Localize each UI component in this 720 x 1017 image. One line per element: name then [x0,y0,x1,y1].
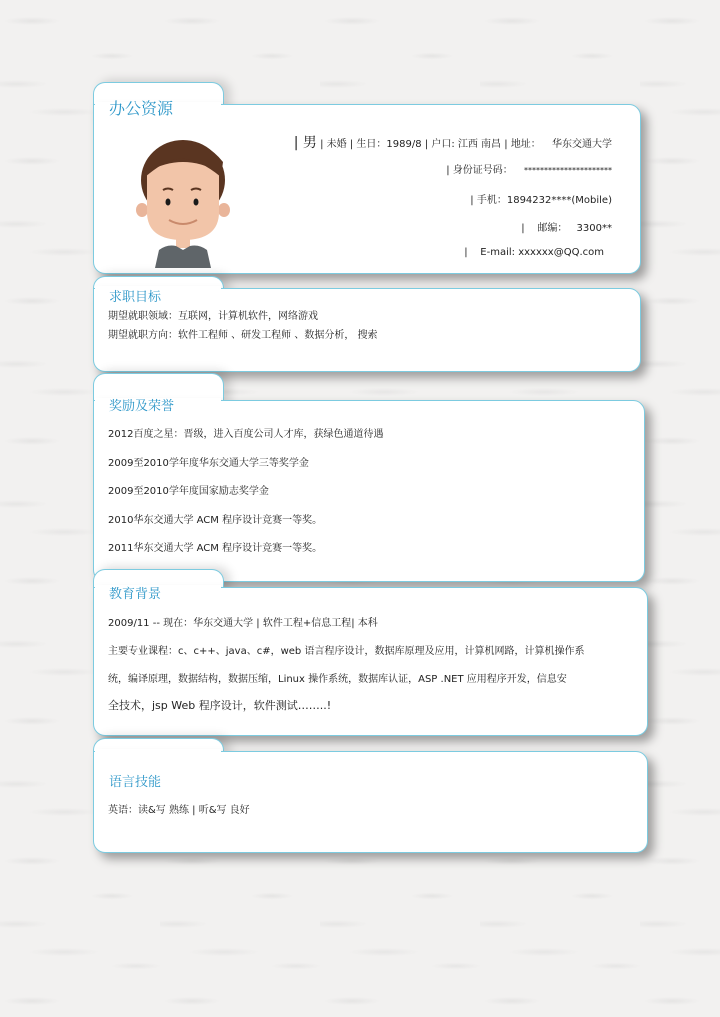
award-item: 2011华东交通大学 ACM 程序设计竞赛一等奖。 [108,543,323,554]
address: 华东交通大学 [552,139,612,150]
award-item: 2010华东交通大学 ACM 程序设计竞赛一等奖。 [108,515,323,526]
section-title: 教育背景 [109,587,162,602]
education-card [93,569,649,737]
birthday: 生日：1989/8 [356,139,422,150]
language-card [93,738,649,854]
objective-line: 期望就职领域：互联网，计算机软件，网络游戏 [108,311,318,322]
postcode-label: 邮编： [537,223,568,234]
email-line: | E-mail: xxxxxx@QQ.com [464,247,604,258]
education-line: 统，编译原理，数据结构，数据压缩，Linux 操作系统，数据库认证，ASP .NET 应用程序开发，信息安 [108,674,567,685]
section-title: 奖励及荣誉 [109,399,175,414]
id-value: ********************** [524,166,612,175]
awards-card [93,373,646,583]
award-item: 2009至2010学年度华东交通大学三等奖学金 [108,458,309,469]
email[interactable]: xxxxxx@QQ.com [518,247,604,258]
award-item: 2012百度之星：晋级，进入百度公司人才库，获绿色通道待遇 [108,429,384,440]
objective-line: 期望就职方向：软件工程师 、研发工程师 、数据分析， 搜索 [108,330,378,341]
marital-status: 未婚 [326,139,347,150]
postcode: 3300** [576,223,612,234]
section-title: 求职目标 [109,290,162,305]
basic-info-line: | 男 | 未婚 | 生日：1989/8 | 户口: 江西 南昌 | 地址： 华东交通大学 [293,135,612,151]
personal-info-card [93,82,642,274]
award-item: 2009至2010学年度国家励志奖学金 [108,486,269,497]
name-title: 办公资源 [109,99,174,118]
email-label: E-mail: [480,247,516,258]
education-line: 全技术，jsp Web 程序设计，软件测试……..! [108,699,332,712]
education-line: 主要专业课程：c、c++、java、c#，web 语言程序设计，数据库原理及应用，计算机网路，计算机操作系 [108,646,585,657]
id-label: 身份证号码： [452,165,513,176]
phone-line: | 手机：1894232****(Mobile) [470,195,612,206]
phone: 1894232****(Mobile) [506,195,612,206]
language-line: 英语：读&写 熟练 | 听&写 良好 [108,805,250,816]
id-line: | 身份证号码： ********************** [446,165,612,176]
address-label: 地址： [510,139,541,150]
objective-card [93,276,642,372]
phone-label: 手机： [476,195,507,206]
section-title: 语言技能 [109,775,162,790]
avatar-icon [133,132,233,268]
education-line: 2009/11 -- 现在：华东交通大学 | 软件工程+信息工程| 本科 [108,618,378,629]
hukou: 户口: 江西 南昌 [431,139,502,150]
card-body [93,587,648,736]
postcode-line: | 邮编： 3300** [521,223,612,234]
gender: 男 [302,135,317,151]
